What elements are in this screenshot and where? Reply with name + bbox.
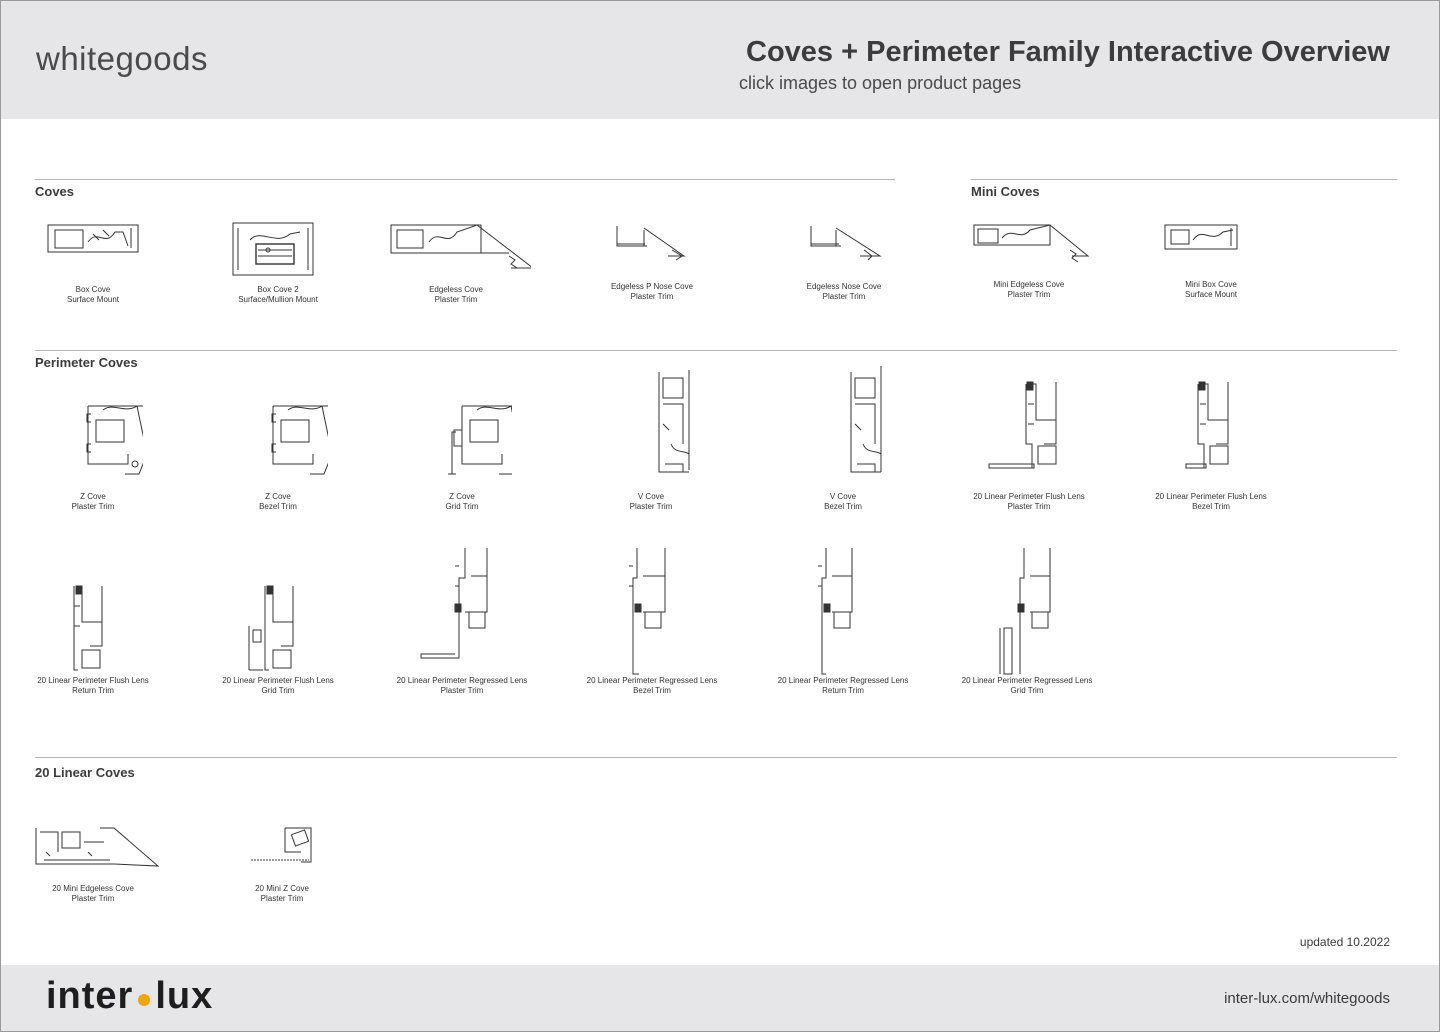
product-trim: Return Trim <box>822 686 864 695</box>
logo-dot-icon <box>138 994 150 1006</box>
page-subtitle: click images to open product pages <box>739 73 1022 93</box>
product-trim: Plaster Trim <box>434 295 478 304</box>
product-name: 20 Linear Perimeter Flush Lens <box>222 676 334 685</box>
product-20-linear-perimeter-flush-lens-grid-trim[interactable] <box>203 546 353 696</box>
product-name: Mini Edgeless Cove <box>993 280 1065 289</box>
product-name: 20 Mini Edgeless Cove <box>52 884 134 893</box>
product-name: Edgeless Cove <box>429 285 483 294</box>
regressed-lens-drawing <box>577 546 727 676</box>
mini-z-drawing <box>207 822 357 884</box>
product-name: V Cove <box>637 492 665 501</box>
section-divider <box>35 350 1397 351</box>
brand-wordmark: whitegoods <box>36 40 208 77</box>
product-name: 20 Linear Perimeter Flush Lens <box>1155 492 1267 501</box>
box-cove-drawing <box>43 220 143 285</box>
product-name: Z Cove <box>265 492 291 501</box>
product-trim: Plaster Trim <box>629 502 673 511</box>
product-name: Mini Box Cove <box>1185 280 1237 289</box>
regressed-lens-drawing <box>387 546 537 676</box>
product-trim: Plaster Trim <box>630 292 674 301</box>
section-title-perimeter-coves: Perimeter Coves <box>35 355 138 370</box>
product-name: 20 Linear Perimeter Regressed Lens <box>961 676 1093 685</box>
edgeless-nose-drawing <box>794 220 894 282</box>
product-mini-edgeless-cove[interactable] <box>954 220 1104 300</box>
section-divider <box>35 757 1397 758</box>
logo-text-right: lux <box>155 975 214 1017</box>
section-divider <box>971 179 1397 180</box>
regressed-lens-drawing <box>952 546 1102 676</box>
regressed-lens-drawing <box>768 546 918 676</box>
product-edgeless-nose-cove[interactable] <box>769 220 919 302</box>
product-trim: Plaster Trim <box>822 292 866 301</box>
mini-box-drawing <box>1161 220 1261 280</box>
flush-lens-drawing <box>1136 364 1286 492</box>
product-trim: Plaster Trim <box>440 686 484 695</box>
product-trim: Surface Mount <box>66 295 120 304</box>
edgeless-p-nose-drawing <box>602 220 702 282</box>
product-trim: Grid Trim <box>1010 686 1044 695</box>
v-cove-drawing <box>601 364 701 492</box>
flush-lens-drawing <box>18 546 168 676</box>
z-cove-grid-drawing <box>412 364 512 492</box>
edgeless-cove-drawing <box>381 220 531 285</box>
interlux-logo[interactable] <box>46 975 213 1018</box>
product-trim: Surface Mount <box>1184 290 1238 299</box>
product-box-cove[interactable] <box>18 220 168 305</box>
product-trim: Surface/Mullion Mount <box>238 295 318 304</box>
product-trim: Grid Trim <box>261 686 295 695</box>
product-trim: Bezel Trim <box>1192 502 1230 511</box>
mini-edgeless-20-drawing <box>18 822 168 884</box>
product-name: 20 Mini Z Cove <box>255 884 309 893</box>
product-name: 20 Linear Perimeter Flush Lens <box>37 676 149 685</box>
page-title: Coves + Perimeter Family Interactive Overview <box>746 36 1390 68</box>
product-z-cove-grid-trim[interactable] <box>387 364 537 512</box>
product-trim: Bezel Trim <box>824 502 862 511</box>
product-edgeless-p-nose-cove[interactable] <box>577 220 727 302</box>
product-name: Box Cove <box>75 285 111 294</box>
z-cove-drawing <box>43 364 143 492</box>
product-20-linear-perimeter-regressed-lens-plaster-trim[interactable] <box>387 546 537 696</box>
section-divider <box>35 179 895 180</box>
product-v-cove-plaster-trim[interactable] <box>576 364 726 512</box>
product-name: Edgeless Nose Cove <box>806 282 882 291</box>
section-title-20-linear-coves: 20 Linear Coves <box>35 765 135 780</box>
product-box-cove-2[interactable] <box>203 220 353 305</box>
product-20-linear-perimeter-regressed-lens-bezel-trim[interactable] <box>577 546 727 696</box>
product-trim: Plaster Trim <box>260 894 304 903</box>
product-trim: Bezel Trim <box>259 502 297 511</box>
product-name: 20 Linear Perimeter Flush Lens <box>973 492 1085 501</box>
section-title-coves: Coves <box>35 184 75 199</box>
section-title-mini-coves: Mini Coves <box>971 184 1040 199</box>
flush-lens-drawing <box>203 546 353 676</box>
box-cove-2-drawing <box>228 220 328 285</box>
product-trim: Plaster Trim <box>1007 502 1051 511</box>
logo-text-left: inter <box>46 975 134 1017</box>
product-z-cove-plaster-trim[interactable] <box>18 364 168 512</box>
product-name: Z Cove <box>449 492 475 501</box>
product-20-linear-perimeter-regressed-lens-grid-trim[interactable] <box>952 546 1102 696</box>
v-cove-drawing <box>793 364 893 492</box>
product-20-mini-edgeless-cove[interactable] <box>18 822 168 904</box>
product-name: 20 Linear Perimeter Regressed Lens <box>777 676 909 685</box>
product-mini-box-cove[interactable] <box>1136 220 1286 300</box>
mini-edgeless-drawing <box>954 220 1104 280</box>
product-edgeless-cove[interactable] <box>381 220 531 305</box>
product-name: V Cove <box>829 492 857 501</box>
product-trim: Plaster Trim <box>71 894 115 903</box>
product-z-cove-bezel-trim[interactable] <box>203 364 353 512</box>
product-20-linear-perimeter-regressed-lens-return-trim[interactable] <box>768 546 918 696</box>
product-name: 20 Linear Perimeter Regressed Lens <box>396 676 528 685</box>
product-trim: Plaster Trim <box>71 502 115 511</box>
product-trim: Return Trim <box>72 686 114 695</box>
flush-lens-drawing <box>954 364 1104 492</box>
product-name: Z Cove <box>80 492 106 501</box>
footer-url-link[interactable]: inter-lux.com/whitegoods <box>1224 990 1390 1007</box>
product-trim: Plaster Trim <box>1007 290 1051 299</box>
product-20-linear-perimeter-flush-lens-bezel-trim[interactable] <box>1136 364 1286 512</box>
product-20-mini-z-cove[interactable] <box>207 822 357 904</box>
product-20-linear-perimeter-flush-lens-return-trim[interactable] <box>18 546 168 696</box>
product-trim: Bezel Trim <box>633 686 671 695</box>
product-name: Box Cove 2 <box>257 285 299 294</box>
updated-date: updated 10.2022 <box>1299 935 1390 949</box>
product-name: 20 Linear Perimeter Regressed Lens <box>586 676 718 685</box>
product-name: Edgeless P Nose Cove <box>610 282 694 291</box>
product-v-cove-bezel-trim[interactable] <box>768 364 918 512</box>
product-20-linear-perimeter-flush-lens-plaster-trim[interactable] <box>954 364 1104 512</box>
product-trim: Grid Trim <box>445 502 479 511</box>
z-cove-drawing <box>228 364 328 492</box>
